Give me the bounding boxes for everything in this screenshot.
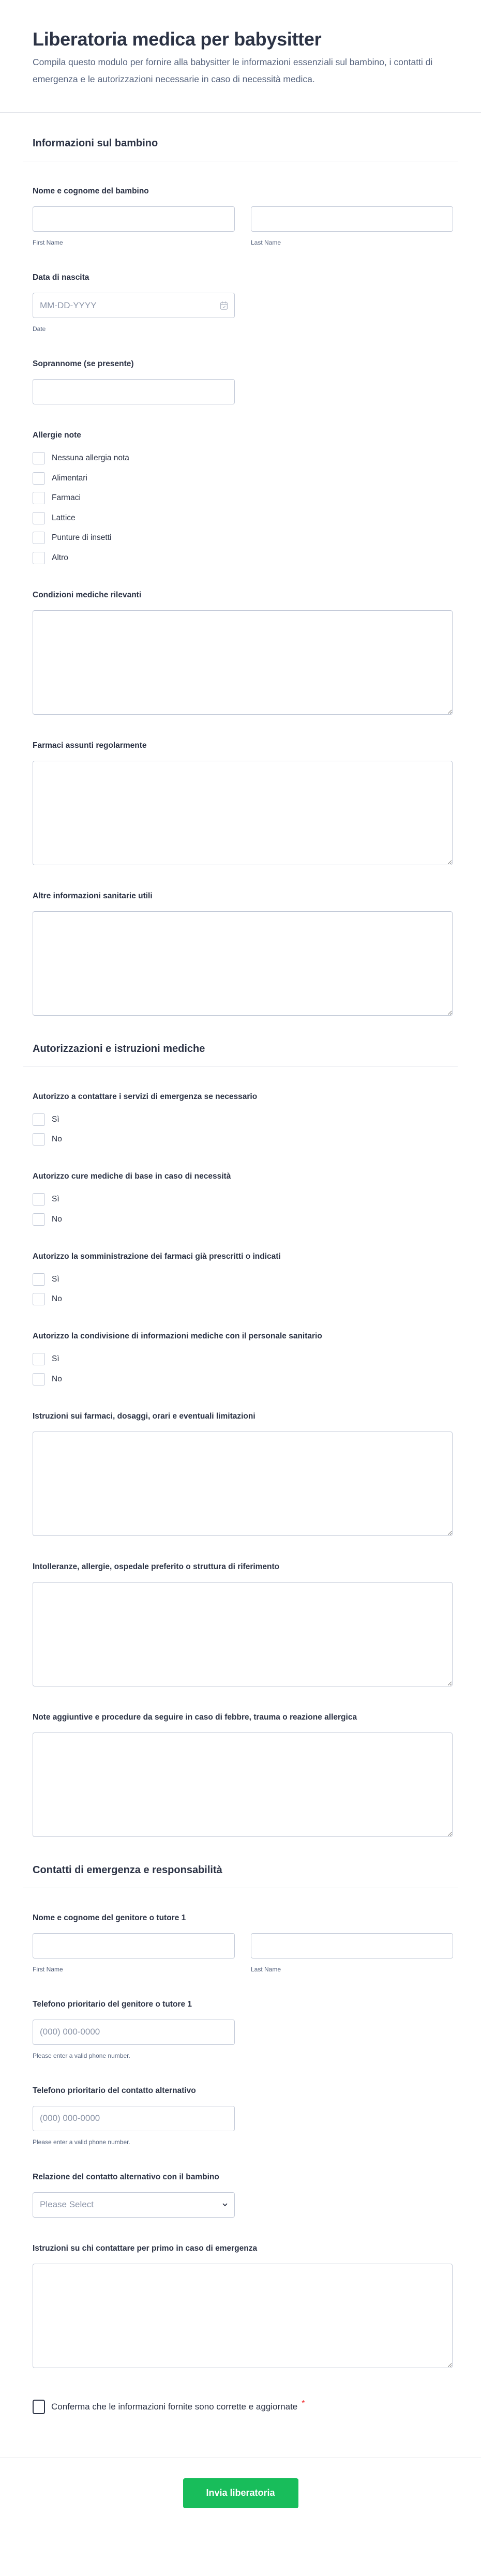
option-label: No [52,1135,62,1143]
option-label: Punture di insetti [52,533,112,542]
consent-label: Conferma che le informazioni fornite sono corrette e aggiornate [51,2401,298,2412]
placeholder: (000) 000-0000 [40,2027,100,2037]
textarea-input[interactable] [33,1733,453,1837]
checkbox-option[interactable] [33,1133,448,1146]
phone-input[interactable] [33,2020,235,2045]
checkbox-option[interactable] [33,1353,448,1365]
last-name-group [251,1933,453,1974]
field-label: Soprannome (se presente) [33,359,134,368]
checkbox[interactable] [33,512,45,524]
section-heading: Autorizzazioni e istruzioni mediche [23,1042,458,1067]
phone-input[interactable] [33,2106,235,2131]
checkbox-options [33,452,448,564]
form-description: Compila questo modulo per fornire alla babysitter le informazioni essenziali sul bambino, i contatti di emergenza e le autorizzazioni necessarie in caso di necessità medica. [33,57,433,84]
sublabel: Last Name [251,239,281,246]
option-label: Farmaci [52,493,81,502]
form-section [0,136,481,1016]
option-label: Sì [52,1274,59,1284]
section-fields [23,1067,458,1837]
date-field [33,273,448,333]
last-name-input[interactable] [251,206,453,232]
checkbox[interactable] [33,1273,45,1286]
checkbox[interactable] [33,1373,45,1385]
field-label: Autorizzo la somministrazione dei farmaci già prescritti o indicati [33,1252,281,1261]
field-label: Allergie note [33,431,81,440]
checkbox-field [33,1252,448,1306]
checkbox-option[interactable] [33,1293,448,1305]
consent-checkbox[interactable] [33,2400,45,2414]
sublabel: Please enter a valid phone number. [33,2138,130,2146]
form-section [0,1863,481,2368]
option-label: Sì [52,1195,59,1203]
form-section [0,1042,481,1837]
checkbox-option[interactable] [33,552,448,564]
name-inputs [33,206,448,247]
checkbox-field [33,430,448,564]
checkbox[interactable] [33,1113,45,1126]
sublabel: Last Name [251,1965,281,1973]
checkbox-option[interactable] [33,512,448,524]
field-label: Intolleranze, allergie, ospedale preferito o struttura di riferimento [33,1562,280,1571]
checkbox-option[interactable] [33,492,448,504]
option-label: Nessuna allergia nota [52,454,129,462]
option-label: Altro [52,553,68,562]
consent-field[interactable] [0,2394,481,2414]
section-fields [23,1888,458,2368]
textarea-field [33,891,448,1016]
checkbox-field [33,1331,448,1385]
option-label: Lattice [52,513,76,522]
field-label: Note aggiuntive e procedure da seguire in caso di febbre, trauma o reazione allergica [33,1712,357,1722]
checkbox-option[interactable] [33,1273,448,1286]
checkbox-field [33,1171,448,1226]
textarea-field [33,2243,448,2368]
phone-field [33,2086,448,2146]
field-label: Autorizzo la condivisione di informazioni mediche con il personale sanitario [33,1332,322,1340]
form-title: Liberatoria medica per babysitter [33,28,322,50]
textarea-input[interactable] [33,610,453,715]
placeholder: MM-DD-YYYY [40,300,97,310]
field-label: Istruzioni sui farmaci, dosaggi, orari e eventuali limitazioni [33,1411,255,1421]
field-label: Altre informazioni sanitarie utili [33,891,153,900]
name-field [33,186,448,247]
relationship-select[interactable] [33,2192,235,2218]
checkbox[interactable] [33,492,45,504]
textarea-input[interactable] [33,911,453,1016]
option-label: Sì [52,1354,59,1363]
checkbox[interactable] [33,452,45,464]
phone-field [33,1999,448,2060]
textarea-input[interactable] [33,1432,453,1536]
chevron-down-icon[interactable] [222,2203,228,2207]
option-label: Alimentari [52,473,87,483]
field-label: Istruzioni su chi contattare per primo in caso di emergenza [33,2243,258,2253]
name-field [33,1913,448,1974]
field-label: Autorizzo cure mediche di base in caso di necessità [33,1172,231,1181]
option-label: No [52,1214,62,1224]
option-label: No [52,1294,62,1303]
date-input[interactable] [33,293,235,318]
field-label: Telefono prioritario del genitore o tutore 1 [33,1999,192,2009]
textarea-input[interactable] [33,1582,453,1686]
field-label: Nome e cognome del bambino [33,187,149,195]
placeholder: (000) 000-0000 [40,2113,100,2123]
calendar-icon[interactable] [220,301,228,310]
checkbox-option[interactable] [33,532,448,544]
checkbox-options [33,1193,448,1226]
checkbox-field [33,1092,448,1146]
checkbox-options [33,1113,448,1146]
required-mark: * [302,2399,305,2408]
textarea-input[interactable] [33,761,453,865]
textarea-field [33,1712,448,1837]
checkbox-option[interactable] [33,1213,448,1226]
checkbox[interactable] [33,532,45,544]
field-label: Condizioni mediche rilevanti [33,590,142,599]
checkbox[interactable] [33,1213,45,1226]
field-label: Autorizzo a contattare i servizi di emergenza se necessario [33,1092,258,1101]
checkbox[interactable] [33,1353,45,1365]
first-name-input[interactable] [33,1933,235,1959]
checkbox[interactable] [33,472,45,485]
field-label: Telefono prioritario del contatto alternativo [33,2086,196,2095]
text-input[interactable] [33,379,235,404]
name-inputs [33,1933,448,1974]
option-label: Sì [52,1114,59,1124]
submit-button[interactable]: Invia liberatoria [183,2478,298,2508]
checkbox-option[interactable] [33,452,448,464]
section-fields [23,161,458,1016]
section-heading: Contatti di emergenza e responsabilità [23,1863,458,1888]
checkbox-option[interactable] [33,1193,448,1206]
textarea-field [33,590,448,715]
field-label: Relazione del contatto alternativo con il bambino [33,2172,219,2181]
section-heading: Informazioni sul bambino [23,136,458,161]
select-field [33,2172,448,2218]
field-label: Nome e cognome del genitore o tutore 1 [33,1913,186,1922]
option-label: No [52,1374,62,1383]
field-label: Farmaci assunti regolarmente [33,741,147,750]
form-footer [0,2458,481,2534]
checkbox[interactable] [33,1133,45,1146]
form-header [0,0,481,113]
field-label: Data di nascita [33,273,89,282]
sublabel: Please enter a valid phone number. [33,2052,130,2059]
checkbox[interactable] [33,552,45,564]
last-name-group [251,206,453,247]
last-name-input[interactable] [251,1933,453,1959]
first-name-group [33,1933,235,1974]
placeholder: Please Select [40,2200,94,2209]
checkbox[interactable] [33,1293,45,1305]
sublabel: First Name [33,1965,63,1973]
checkbox-option[interactable] [33,1113,448,1126]
textarea-input[interactable] [33,2264,453,2368]
sublabel: First Name [33,239,63,246]
textarea-field [33,1411,448,1536]
textarea-field [33,1562,448,1686]
text-field [33,359,448,404]
checkbox-option[interactable] [33,1373,448,1385]
first-name-group [33,206,235,247]
first-name-input[interactable] [33,206,235,232]
textarea-field [33,741,448,865]
checkbox-option[interactable] [33,472,448,485]
checkbox-options [33,1273,448,1306]
checkbox-options [33,1353,448,1385]
checkbox[interactable] [33,1193,45,1206]
sublabel: Date [33,325,46,333]
